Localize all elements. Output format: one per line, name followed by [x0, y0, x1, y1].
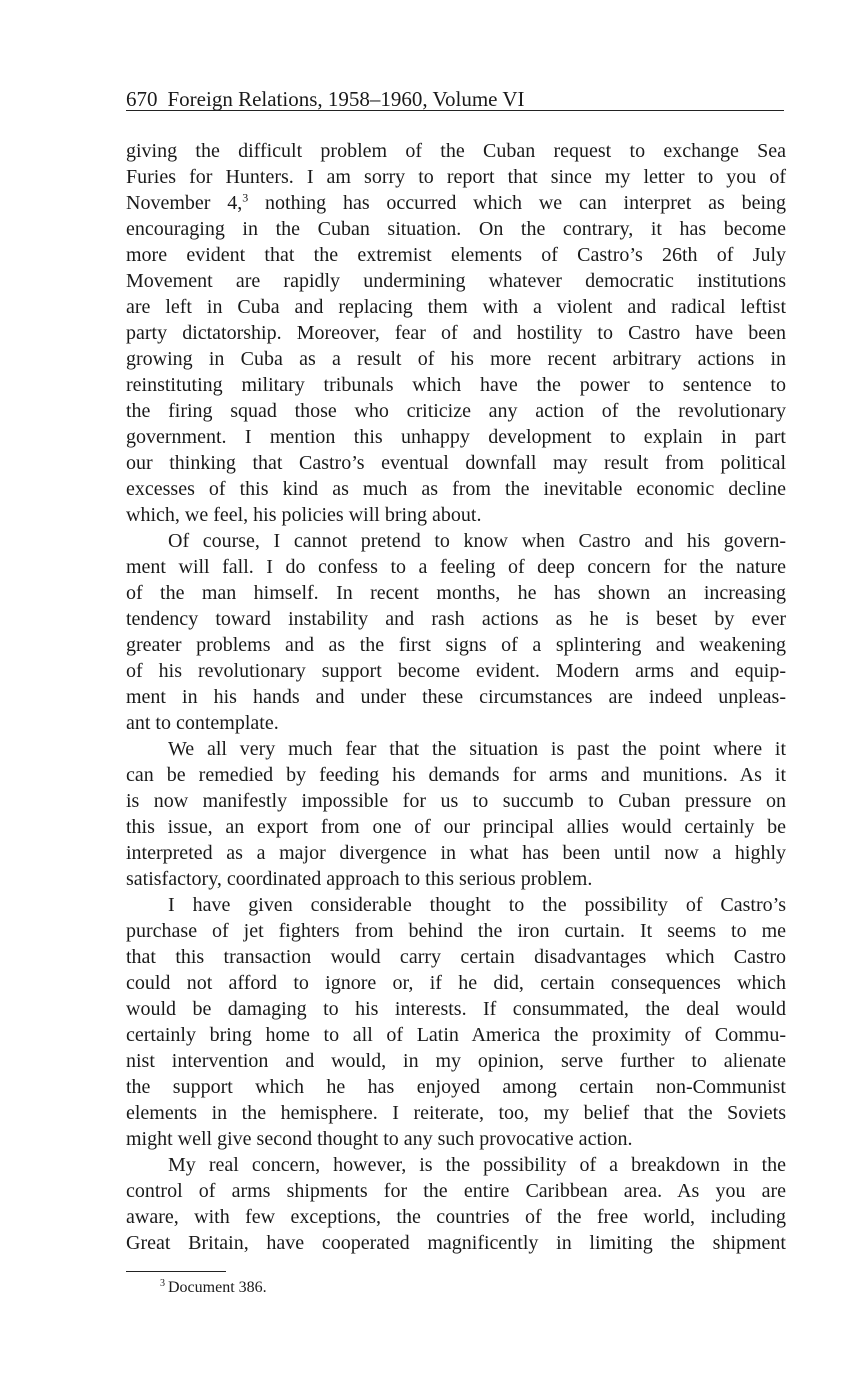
text-line: would be damaging to his interests. If consummated, the deal would	[126, 998, 786, 1020]
text-line: My real concern, however, is the possibility of a breakdown in the	[168, 1154, 786, 1176]
text-line: ant to contemplate.	[126, 712, 279, 734]
text-line: which, we feel, his policies will bring about.	[126, 504, 482, 526]
text-line: I have given considerable thought to the possibility of Castro’s	[168, 894, 786, 916]
text-segment: nothing has occurred which we can interpret as being	[248, 192, 787, 214]
paragraph-4	[126, 892, 786, 1152]
text-line: could not afford to ignore or, if he did, certain consequences which	[126, 972, 786, 994]
text-line: government. I mention this unhappy development to explain in part	[126, 426, 786, 448]
text-line: that this transaction would carry certain disadvantages which Castro	[126, 946, 786, 968]
text-line: reinstituting military tribunals which have the power to sentence to	[126, 374, 786, 396]
text-line: are left in Cuba and replacing them with a violent and radical leftist	[126, 296, 786, 318]
footnote-text: Document 386.	[168, 1279, 267, 1296]
paragraph-1	[126, 138, 786, 528]
text-line: purchase of jet fighters from behind the iron curtain. It seems to me	[126, 920, 786, 942]
header-rule	[126, 110, 784, 111]
text-line: excesses of this kind as much as from the inevitable economic decline	[126, 478, 786, 500]
text-line: certainly bring home to all of Latin America the proximity of Commu-	[126, 1024, 786, 1046]
text-line: interpreted as a major divergence in what has been until now a highly	[126, 842, 786, 864]
text-line: ment in his hands and under these circumstances are indeed unpleas-	[126, 686, 786, 708]
text-line: growing in Cuba as a result of his more recent arbitrary actions in	[126, 348, 786, 370]
text-line: giving the difficult problem of the Cuban request to exchange Sea	[126, 140, 786, 162]
text-line: elements in the hemisphere. I reiterate, too, my belief that the Soviets	[126, 1102, 786, 1124]
text-line: more evident that the extremist elements of Castro’s 26th of July	[126, 244, 786, 266]
text-line: the firing squad those who criticize any action of the revolutionary	[126, 400, 786, 422]
volume-title: Foreign Relations, 1958–1960, Volume VI	[167, 87, 525, 111]
text-line: encouraging in the Cuban situation. On the contrary, it has become	[126, 218, 786, 240]
text-line: nist intervention and would, in my opinion, serve further to alienate	[126, 1050, 786, 1072]
text-line: control of arms shipments for the entire Caribbean area. As you are	[126, 1180, 786, 1202]
text-line: party dictatorship. Moreover, fear of and hostility to Castro have been	[126, 322, 786, 344]
text-line-with-footnote-ref	[126, 190, 786, 216]
text-line: satisfactory, coordinated approach to this serious problem.	[126, 868, 593, 890]
page-number: 670	[126, 87, 158, 111]
text-line: Furies for Hunters. I am sorry to report that since my letter to you of	[126, 166, 786, 188]
text-line: might well give second thought to any such provocative action.	[126, 1128, 633, 1150]
text-line: aware, with few exceptions, the countries of the free world, including	[126, 1206, 786, 1228]
document-page	[126, 0, 786, 1379]
text-line: tendency toward instability and rash actions as he is beset by ever	[126, 608, 786, 630]
text-line: of his revolutionary support become evident. Modern arms and equip-	[126, 660, 786, 682]
text-line: Great Britain, have cooperated magnificently in limiting the shipment	[126, 1232, 786, 1254]
text-line: of the man himself. In recent months, he has shown an increasing	[126, 582, 786, 604]
text-line: our thinking that Castro’s eventual downfall may result from political	[126, 452, 786, 474]
text-line: is now manifestly impossible for us to succumb to Cuban pressure on	[126, 790, 786, 812]
text-line: the support which he has enjoyed among certain non-Communist	[126, 1076, 786, 1098]
footnote	[160, 1278, 267, 1298]
paragraph-3	[126, 736, 786, 892]
text-line: We all very much fear that the situation is past the point where it	[168, 738, 786, 760]
paragraph-2	[126, 528, 786, 736]
text-line: greater problems and as the first signs of a splintering and weakening	[126, 634, 786, 656]
body-text	[126, 138, 786, 1256]
text-line: this issue, an export from one of our principal allies would certainly be	[126, 816, 786, 838]
paragraph-5	[126, 1152, 786, 1256]
text-line: ment will fall. I do confess to a feeling of deep concern for the nature	[126, 556, 786, 578]
text-line: Movement are rapidly undermining whatever democratic institutions	[126, 270, 786, 292]
footnote-reference[interactable]: 3	[242, 190, 249, 205]
text-line: can be remedied by feeding his demands for arms and munitions. As it	[126, 764, 786, 786]
footnote-rule	[126, 1271, 226, 1272]
text-segment: November 4,	[126, 192, 243, 214]
footnote-mark: 3	[160, 1277, 165, 1289]
text-line: Of course, I cannot pretend to know when Castro and his govern-	[168, 530, 786, 552]
